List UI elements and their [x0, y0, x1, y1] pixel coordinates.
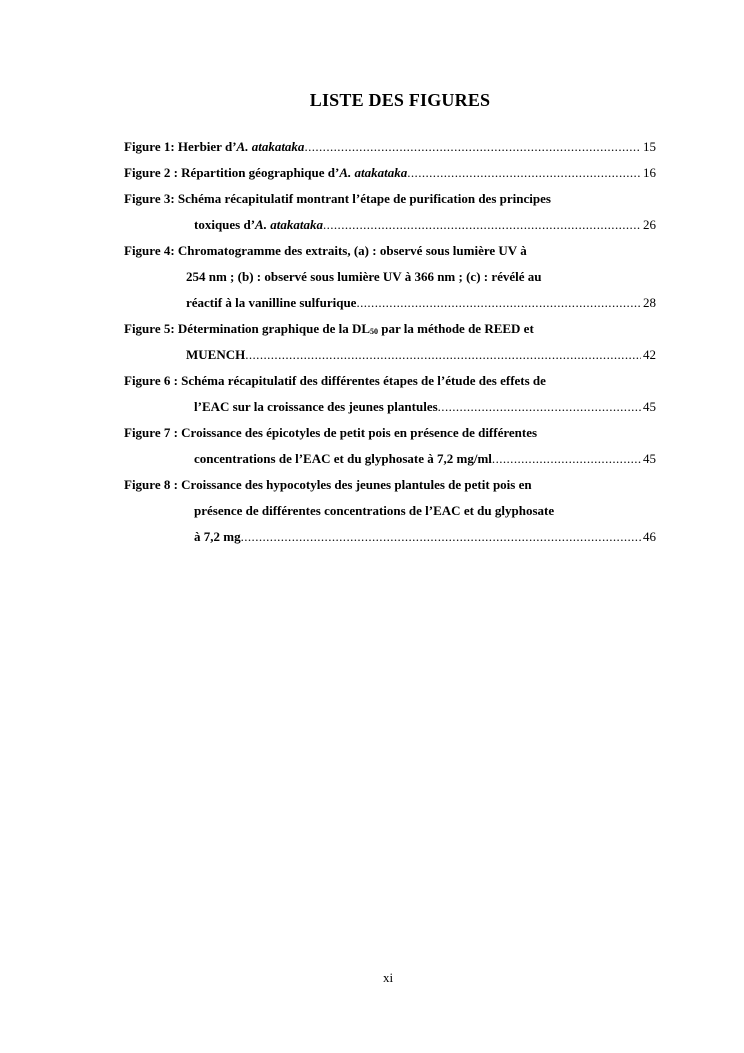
figure-caption-text — [186, 342, 245, 368]
page-number: xi — [382, 970, 394, 985]
caption-fragment: Figure 3: Schéma récapitulatif montrant l’étape de purification des principes — [124, 191, 551, 206]
caption-fragment: concentrations de l’EAC et du glyphosate à 7,2 mg/ml — [194, 451, 492, 466]
figure-caption-text — [124, 425, 537, 440]
figure-entry-line — [124, 186, 656, 212]
caption-fragment: l’EAC sur la croissance des jeunes plantules — [194, 399, 438, 414]
caption-fragment: Figure 2 : Répartition géographique d’ — [124, 165, 340, 180]
figure-caption-text — [124, 373, 546, 388]
figure-list — [124, 134, 656, 550]
figure-entry-line — [124, 290, 656, 316]
caption-fragment: Figure 7 : Croissance des épicotyles de petit pois en présence de différentes — [124, 425, 538, 440]
figure-entry[interactable] — [124, 420, 656, 472]
figure-entry-line — [124, 394, 656, 420]
figure-caption-text — [124, 243, 527, 258]
dot-leader — [356, 290, 641, 316]
species-name: A. atakataka — [236, 139, 305, 154]
caption-fragment: Figure 1: Herbier d’ — [124, 139, 237, 154]
figure-caption-text — [124, 191, 551, 206]
figure-entry[interactable] — [124, 368, 656, 420]
page-reference: 46 — [643, 529, 656, 544]
figure-entry-line — [124, 420, 656, 446]
figure-entry[interactable] — [124, 160, 656, 186]
dot-leader — [304, 134, 641, 160]
figure-entry[interactable] — [124, 316, 656, 368]
figure-caption-text — [194, 394, 438, 420]
page-reference: 45 — [643, 399, 656, 414]
caption-fragment: Figure 8 : Croissance des hypocotyles des jeunes plantules de petit pois en — [124, 477, 532, 492]
figure-caption-text — [124, 134, 304, 160]
caption-fragment: réactif à la vanilline sulfurique — [186, 295, 357, 310]
page-reference: 45 — [643, 451, 656, 466]
page-reference: 15 — [643, 139, 656, 154]
figure-entry-line — [124, 264, 656, 290]
caption-fragment: présence de différentes concentrations de l’EAC et du glyphosate — [194, 503, 555, 518]
species-name: A. atakataka — [339, 165, 408, 180]
species-name: A. atakataka — [255, 217, 323, 232]
caption-fragment: Figure 4: Chromatogramme des extraits, (a) : observé sous lumière UV à — [124, 243, 527, 258]
page-reference: 42 — [643, 347, 656, 362]
dot-leader — [492, 446, 641, 472]
caption-fragment: Figure 6 : Schéma récapitulatif des différentes étapes de l’étude des effets de — [124, 373, 546, 388]
figure-entry-line — [124, 368, 656, 394]
figure-entry-line — [124, 238, 656, 264]
figure-entry-line — [124, 134, 656, 160]
figure-entry-line — [124, 316, 656, 342]
figure-caption-text — [124, 160, 407, 186]
figure-entry[interactable] — [124, 238, 656, 316]
dot-leader — [245, 342, 641, 368]
figure-caption-text — [194, 212, 323, 238]
figure-caption-text — [194, 503, 554, 518]
dot-leader — [438, 394, 641, 420]
dot-leader — [241, 524, 641, 550]
caption-fragment: Figure 5: Détermination graphique de la DL — [124, 321, 371, 336]
page-reference: 28 — [643, 295, 656, 310]
figure-entry-line — [124, 446, 656, 472]
figure-caption-text — [186, 290, 356, 316]
page-reference: 26 — [643, 217, 656, 232]
caption-fragment: 254 nm ; (b) : observé sous lumière UV à 366 nm ; (c) : révélé au — [186, 269, 542, 284]
page-title: LISTE DES FIGURES — [309, 90, 491, 110]
caption-fragment: à 7,2 mg — [194, 529, 241, 544]
figure-entry-line — [124, 524, 656, 550]
page-reference: 16 — [643, 165, 656, 180]
figure-entry[interactable] — [124, 472, 656, 550]
figure-caption-text — [124, 321, 534, 336]
dot-leader — [323, 212, 641, 238]
caption-fragment: par la méthode de REED et — [378, 321, 534, 336]
caption-fragment: MUENCH — [186, 347, 246, 362]
subscript: 50 — [370, 327, 379, 336]
figure-caption-text — [194, 524, 241, 550]
figure-entry[interactable] — [124, 134, 656, 160]
figure-caption-text — [194, 446, 492, 472]
figure-entry-line — [124, 160, 656, 186]
figure-entry-line — [124, 212, 656, 238]
figure-entry-line — [124, 342, 656, 368]
figure-caption-text — [124, 477, 532, 492]
figure-entry[interactable] — [124, 186, 656, 238]
caption-fragment: toxiques d’ — [194, 217, 256, 232]
figure-entry-line — [124, 498, 656, 524]
figure-entry-line — [124, 472, 656, 498]
figure-caption-text — [186, 269, 542, 284]
dot-leader — [407, 160, 641, 186]
